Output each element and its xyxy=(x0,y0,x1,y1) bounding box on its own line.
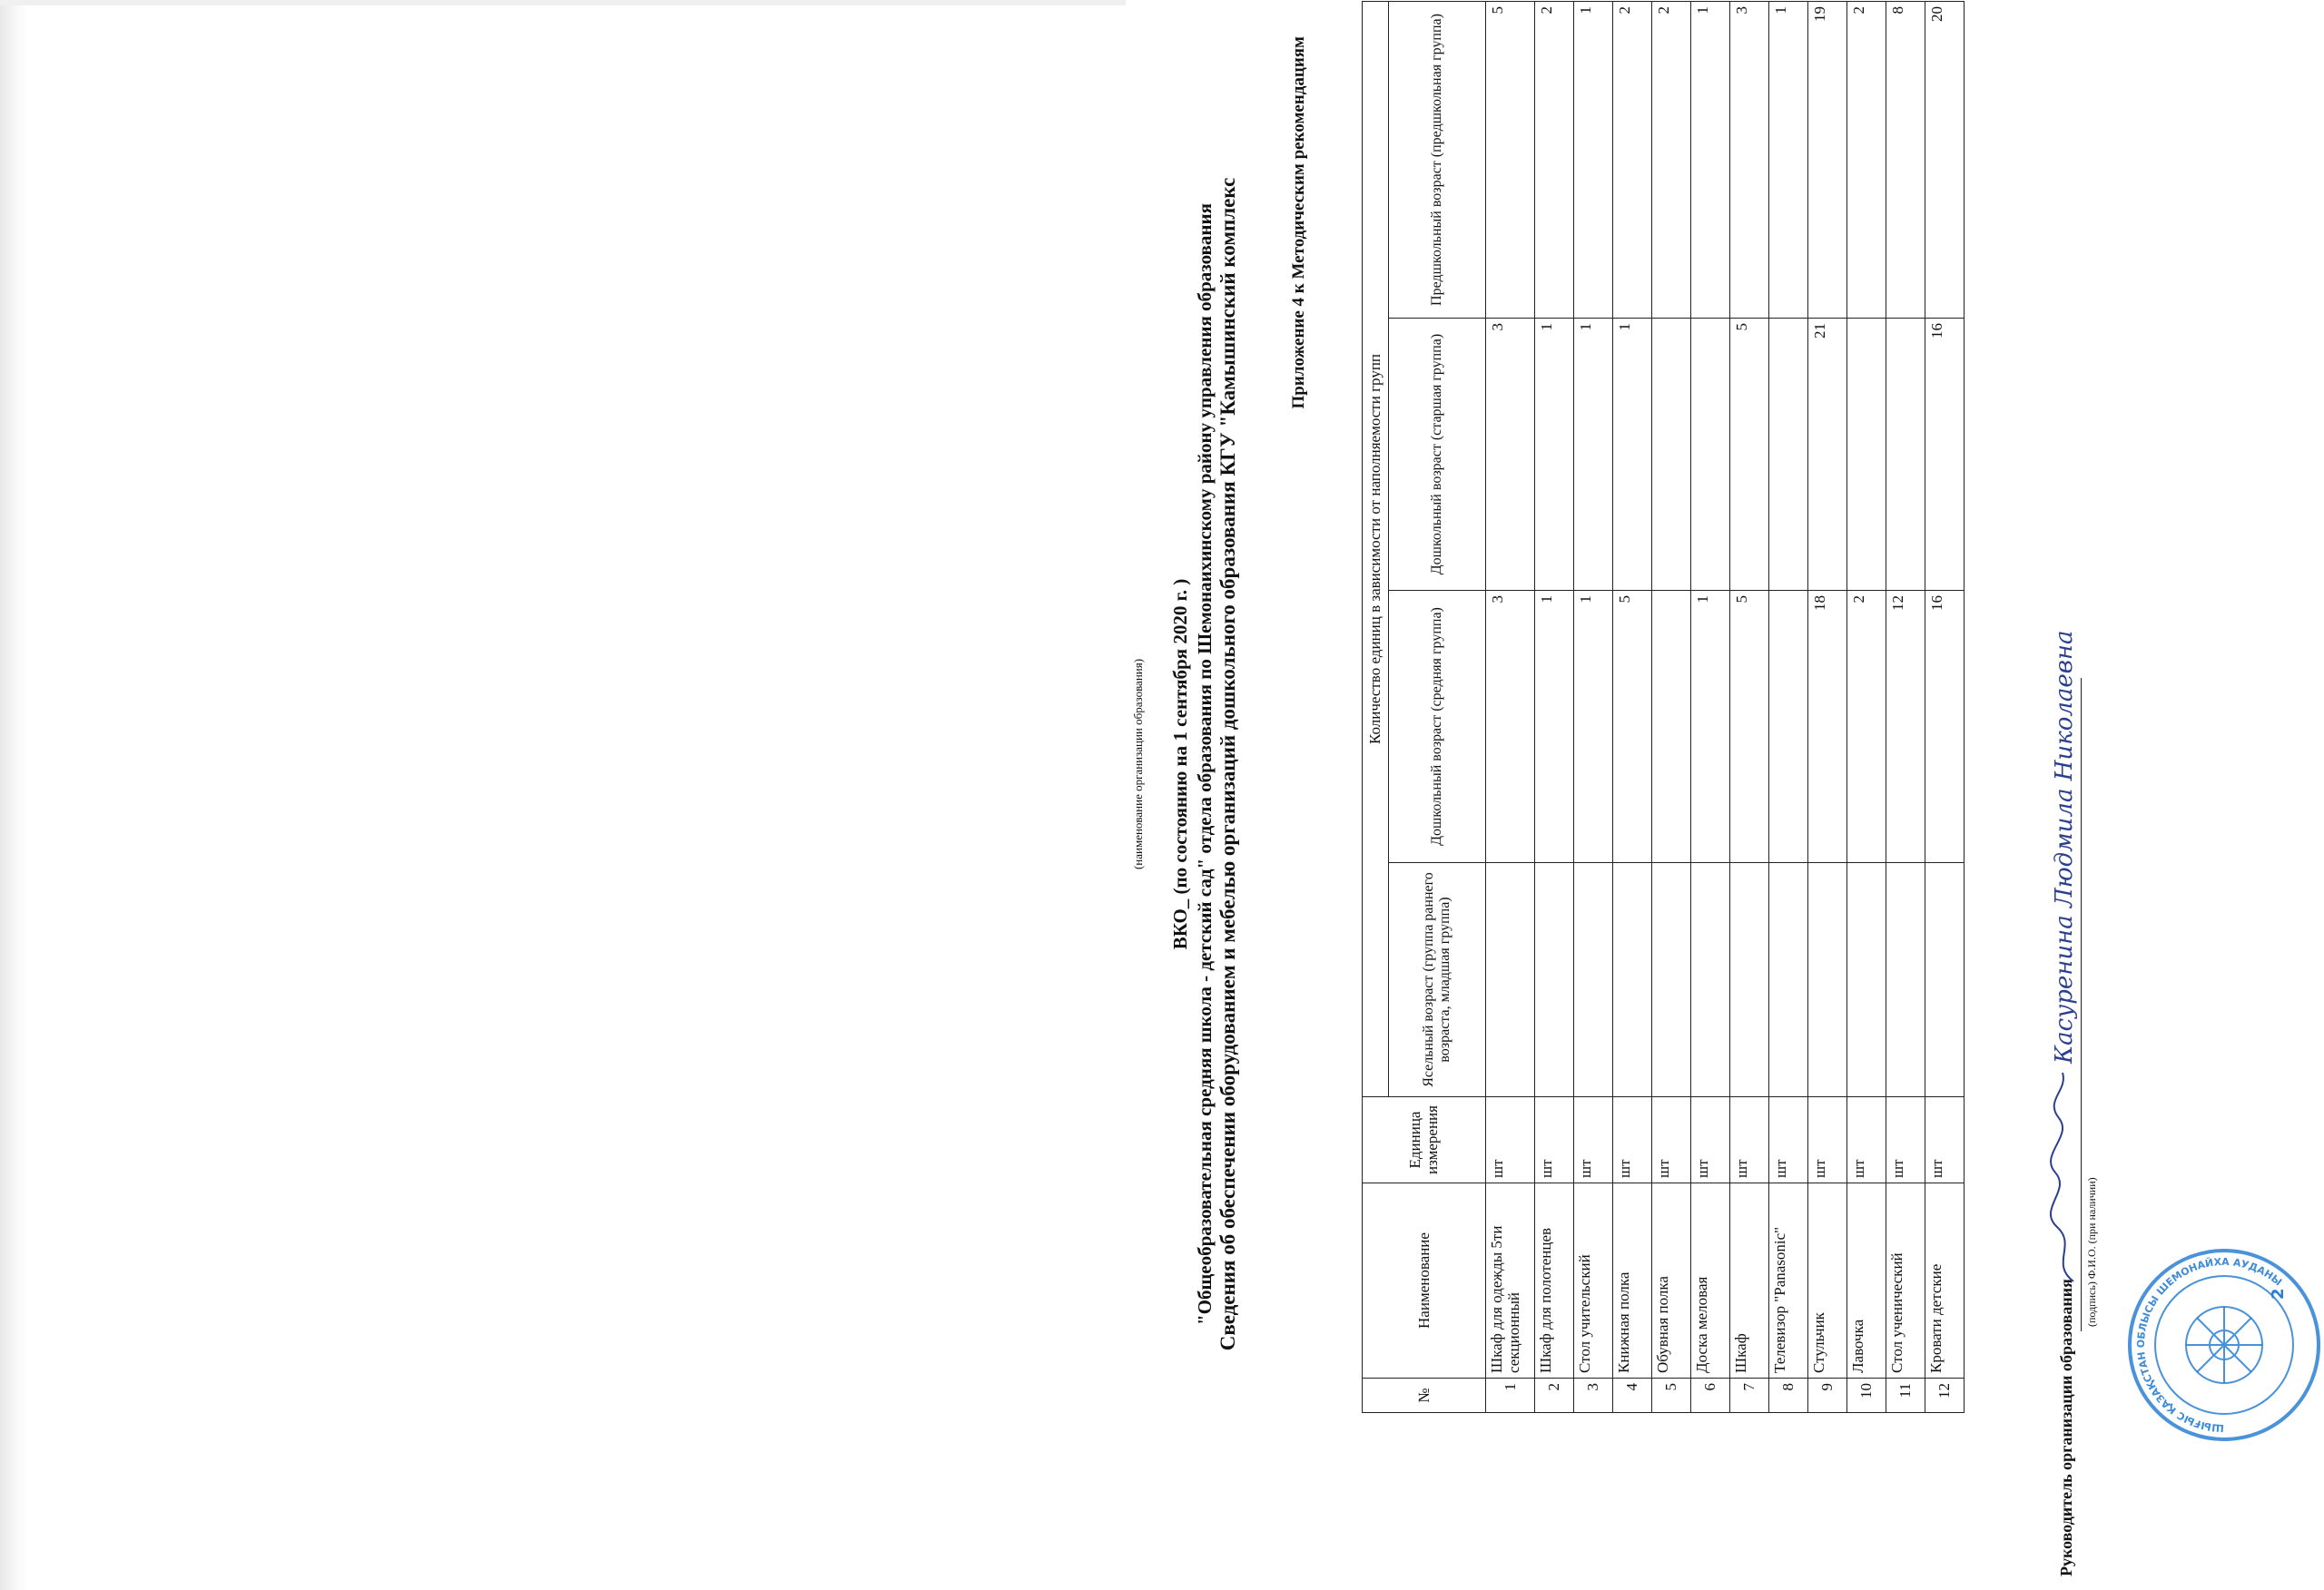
qty-middle: 5 xyxy=(1730,591,1769,863)
qty-preschool: 2 xyxy=(1652,1,1691,318)
row-number: 7 xyxy=(1730,1379,1769,1413)
emblem-icon xyxy=(2186,1307,2262,1383)
qty-senior xyxy=(1886,319,1925,591)
item-unit: шт xyxy=(1769,1097,1808,1183)
scan-top-edge xyxy=(0,0,1126,5)
qty-preschool: 2 xyxy=(1847,1,1886,318)
item-name: Телевизор "Panasonic" xyxy=(1769,1183,1808,1379)
table-row xyxy=(1847,1,1886,1412)
qty-middle: 12 xyxy=(1886,591,1925,863)
title-line-3: ВКО_ (по состоянию на 1 сентября 2020 г. ) xyxy=(1169,578,1191,950)
item-unit: шт xyxy=(1691,1097,1730,1183)
qty-middle: 1 xyxy=(1691,591,1730,863)
item-name: Доска меловая xyxy=(1691,1183,1730,1379)
item-name: Стол ученический xyxy=(1886,1183,1925,1379)
item-name: Шкаф для полотенцев xyxy=(1535,1183,1574,1379)
header-name: Наименование xyxy=(1363,1183,1486,1379)
qty-nursery xyxy=(1886,863,1925,1097)
qty-senior: 5 xyxy=(1730,319,1769,591)
qty-preschool: 1 xyxy=(1769,1,1808,318)
header-number: № xyxy=(1363,1379,1486,1413)
equipment-table xyxy=(1362,1,1965,1413)
table-row xyxy=(1613,1,1652,1412)
item-unit: шт xyxy=(1730,1097,1769,1183)
appendix-note: Приложение 4 к Методическим рекомендациям xyxy=(1289,36,1308,409)
header-unit: Единица измерения xyxy=(1363,1097,1486,1183)
row-number: 10 xyxy=(1847,1379,1886,1413)
table-row xyxy=(1535,1,1574,1412)
qty-senior xyxy=(1769,319,1808,591)
item-name: Стульчик xyxy=(1808,1183,1847,1379)
table-row xyxy=(1486,1,1535,1412)
table-row xyxy=(1769,1,1808,1412)
signature-caption: (подпись) Ф.И.О. (при наличии) xyxy=(2085,1177,2098,1327)
qty-senior: 21 xyxy=(1808,319,1847,591)
qty-nursery xyxy=(1769,863,1808,1097)
qty-middle: 1 xyxy=(1535,591,1574,863)
signature-text: Касуренина Людмила Николаевна xyxy=(2051,630,2078,1064)
qty-preschool: 5 xyxy=(1486,1,1535,318)
qty-senior: 3 xyxy=(1486,319,1535,591)
document-page xyxy=(1126,0,2288,1590)
item-unit: шт xyxy=(1886,1097,1925,1183)
item-unit: шт xyxy=(1652,1097,1691,1183)
title-line-1: Сведения об обеспечении оборудованием и мебелью организаций дошкольного образования КГУ "Камышинский комплекс xyxy=(1216,177,1239,1351)
row-number: 11 xyxy=(1886,1379,1925,1413)
qty-middle: 1 xyxy=(1574,591,1613,863)
qty-preschool: 8 xyxy=(1886,1,1925,318)
qty-middle xyxy=(1769,591,1808,863)
qty-senior xyxy=(1652,319,1691,591)
qty-nursery xyxy=(1925,863,1965,1097)
handwritten-signature xyxy=(2041,630,2084,1291)
row-number: 4 xyxy=(1613,1379,1652,1413)
header-group: Количество единиц в зависимости от наполняемости групп xyxy=(1363,1,1389,1096)
item-unit: шт xyxy=(1535,1097,1574,1183)
table-row xyxy=(1574,1,1613,1412)
qty-senior xyxy=(1847,319,1886,591)
qty-nursery xyxy=(1847,863,1886,1097)
table-row xyxy=(1652,1,1691,1412)
qty-senior: 1 xyxy=(1613,319,1652,591)
organization-stamp xyxy=(2124,1245,2324,1445)
table-body xyxy=(1486,1,1965,1412)
stamp-text: ШЫҒЫС ҚАЗАҚСТАН ОБЛЫСЫ ШЕМОНАЙХА АУДАНЫ xyxy=(2134,1255,2285,1435)
row-number: 8 xyxy=(1769,1379,1808,1413)
header-middle: Дошкольный возраст (средняя группа) xyxy=(1389,591,1486,863)
document-header xyxy=(1126,0,1348,1590)
row-number: 5 xyxy=(1652,1379,1691,1413)
header-preschool: Предшкольный возраст (предшкольная группа) xyxy=(1389,1,1486,318)
item-unit: шт xyxy=(1808,1097,1847,1183)
qty-preschool: 1 xyxy=(1574,1,1613,318)
qty-nursery xyxy=(1613,863,1652,1097)
qty-nursery xyxy=(1691,863,1730,1097)
row-number: 3 xyxy=(1574,1379,1613,1413)
item-name: Книжная полка xyxy=(1613,1183,1652,1379)
organization-caption: (наименование организации образования) xyxy=(1131,658,1145,870)
qty-middle xyxy=(1652,591,1691,863)
qty-preschool: 20 xyxy=(1925,1,1965,318)
qty-preschool: 1 xyxy=(1691,1,1730,318)
table-row xyxy=(1886,1,1925,1412)
table-row xyxy=(1730,1,1769,1412)
stamp-number: 2 xyxy=(2269,1288,2288,1300)
qty-preschool: 3 xyxy=(1730,1,1769,318)
item-unit: шт xyxy=(1847,1097,1886,1183)
item-unit: шт xyxy=(1925,1097,1965,1183)
item-name: Обувная полка xyxy=(1652,1183,1691,1379)
document-footer xyxy=(2034,0,2288,1590)
qty-middle: 2 xyxy=(1847,591,1886,863)
qty-nursery xyxy=(1486,863,1535,1097)
qty-preschool: 19 xyxy=(1808,1,1847,318)
item-name: Стол учительский xyxy=(1574,1183,1613,1379)
qty-preschool: 2 xyxy=(1613,1,1652,318)
item-name: Лавочка xyxy=(1847,1183,1886,1379)
qty-senior: 1 xyxy=(1574,319,1613,591)
qty-senior: 1 xyxy=(1535,319,1574,591)
item-name: Шкаф xyxy=(1730,1183,1769,1379)
item-name: Шкаф для одежды 5ти секционный xyxy=(1486,1183,1535,1379)
row-number: 6 xyxy=(1691,1379,1730,1413)
director-label: Руководитель организации образования xyxy=(2057,1279,2075,1576)
header-nursery: Ясельный возраст (группа раннего возраста, младшая группа) xyxy=(1389,863,1486,1097)
table-row xyxy=(1691,1,1730,1412)
item-unit: шт xyxy=(1486,1097,1535,1183)
row-number: 9 xyxy=(1808,1379,1847,1413)
qty-senior: 16 xyxy=(1925,319,1965,591)
row-number: 2 xyxy=(1535,1379,1574,1413)
item-name: Кровати детские xyxy=(1925,1183,1965,1379)
item-unit: шт xyxy=(1574,1097,1613,1183)
qty-nursery xyxy=(1535,863,1574,1097)
qty-nursery xyxy=(1652,863,1691,1097)
qty-middle: 3 xyxy=(1486,591,1535,863)
qty-nursery xyxy=(1730,863,1769,1097)
table-row xyxy=(1925,1,1965,1412)
item-unit: шт xyxy=(1613,1097,1652,1183)
scan-edge xyxy=(0,0,27,1590)
qty-middle: 18 xyxy=(1808,591,1847,863)
qty-middle: 5 xyxy=(1613,591,1652,863)
qty-senior xyxy=(1691,319,1730,591)
qty-nursery xyxy=(1808,863,1847,1097)
qty-middle: 16 xyxy=(1925,591,1965,863)
row-number: 12 xyxy=(1925,1379,1965,1413)
title-line-2: "Общеобразовательная средняя школа - детский сад" отдела образования по Шемонаихинскому району управления образования xyxy=(1194,203,1216,1325)
row-number: 1 xyxy=(1486,1379,1535,1413)
table-row xyxy=(1808,1,1847,1412)
qty-preschool: 2 xyxy=(1535,1,1574,318)
signature-line xyxy=(2081,678,2082,1331)
qty-nursery xyxy=(1574,863,1613,1097)
header-senior: Дошкольный возраст (старшая группа) xyxy=(1389,319,1486,591)
